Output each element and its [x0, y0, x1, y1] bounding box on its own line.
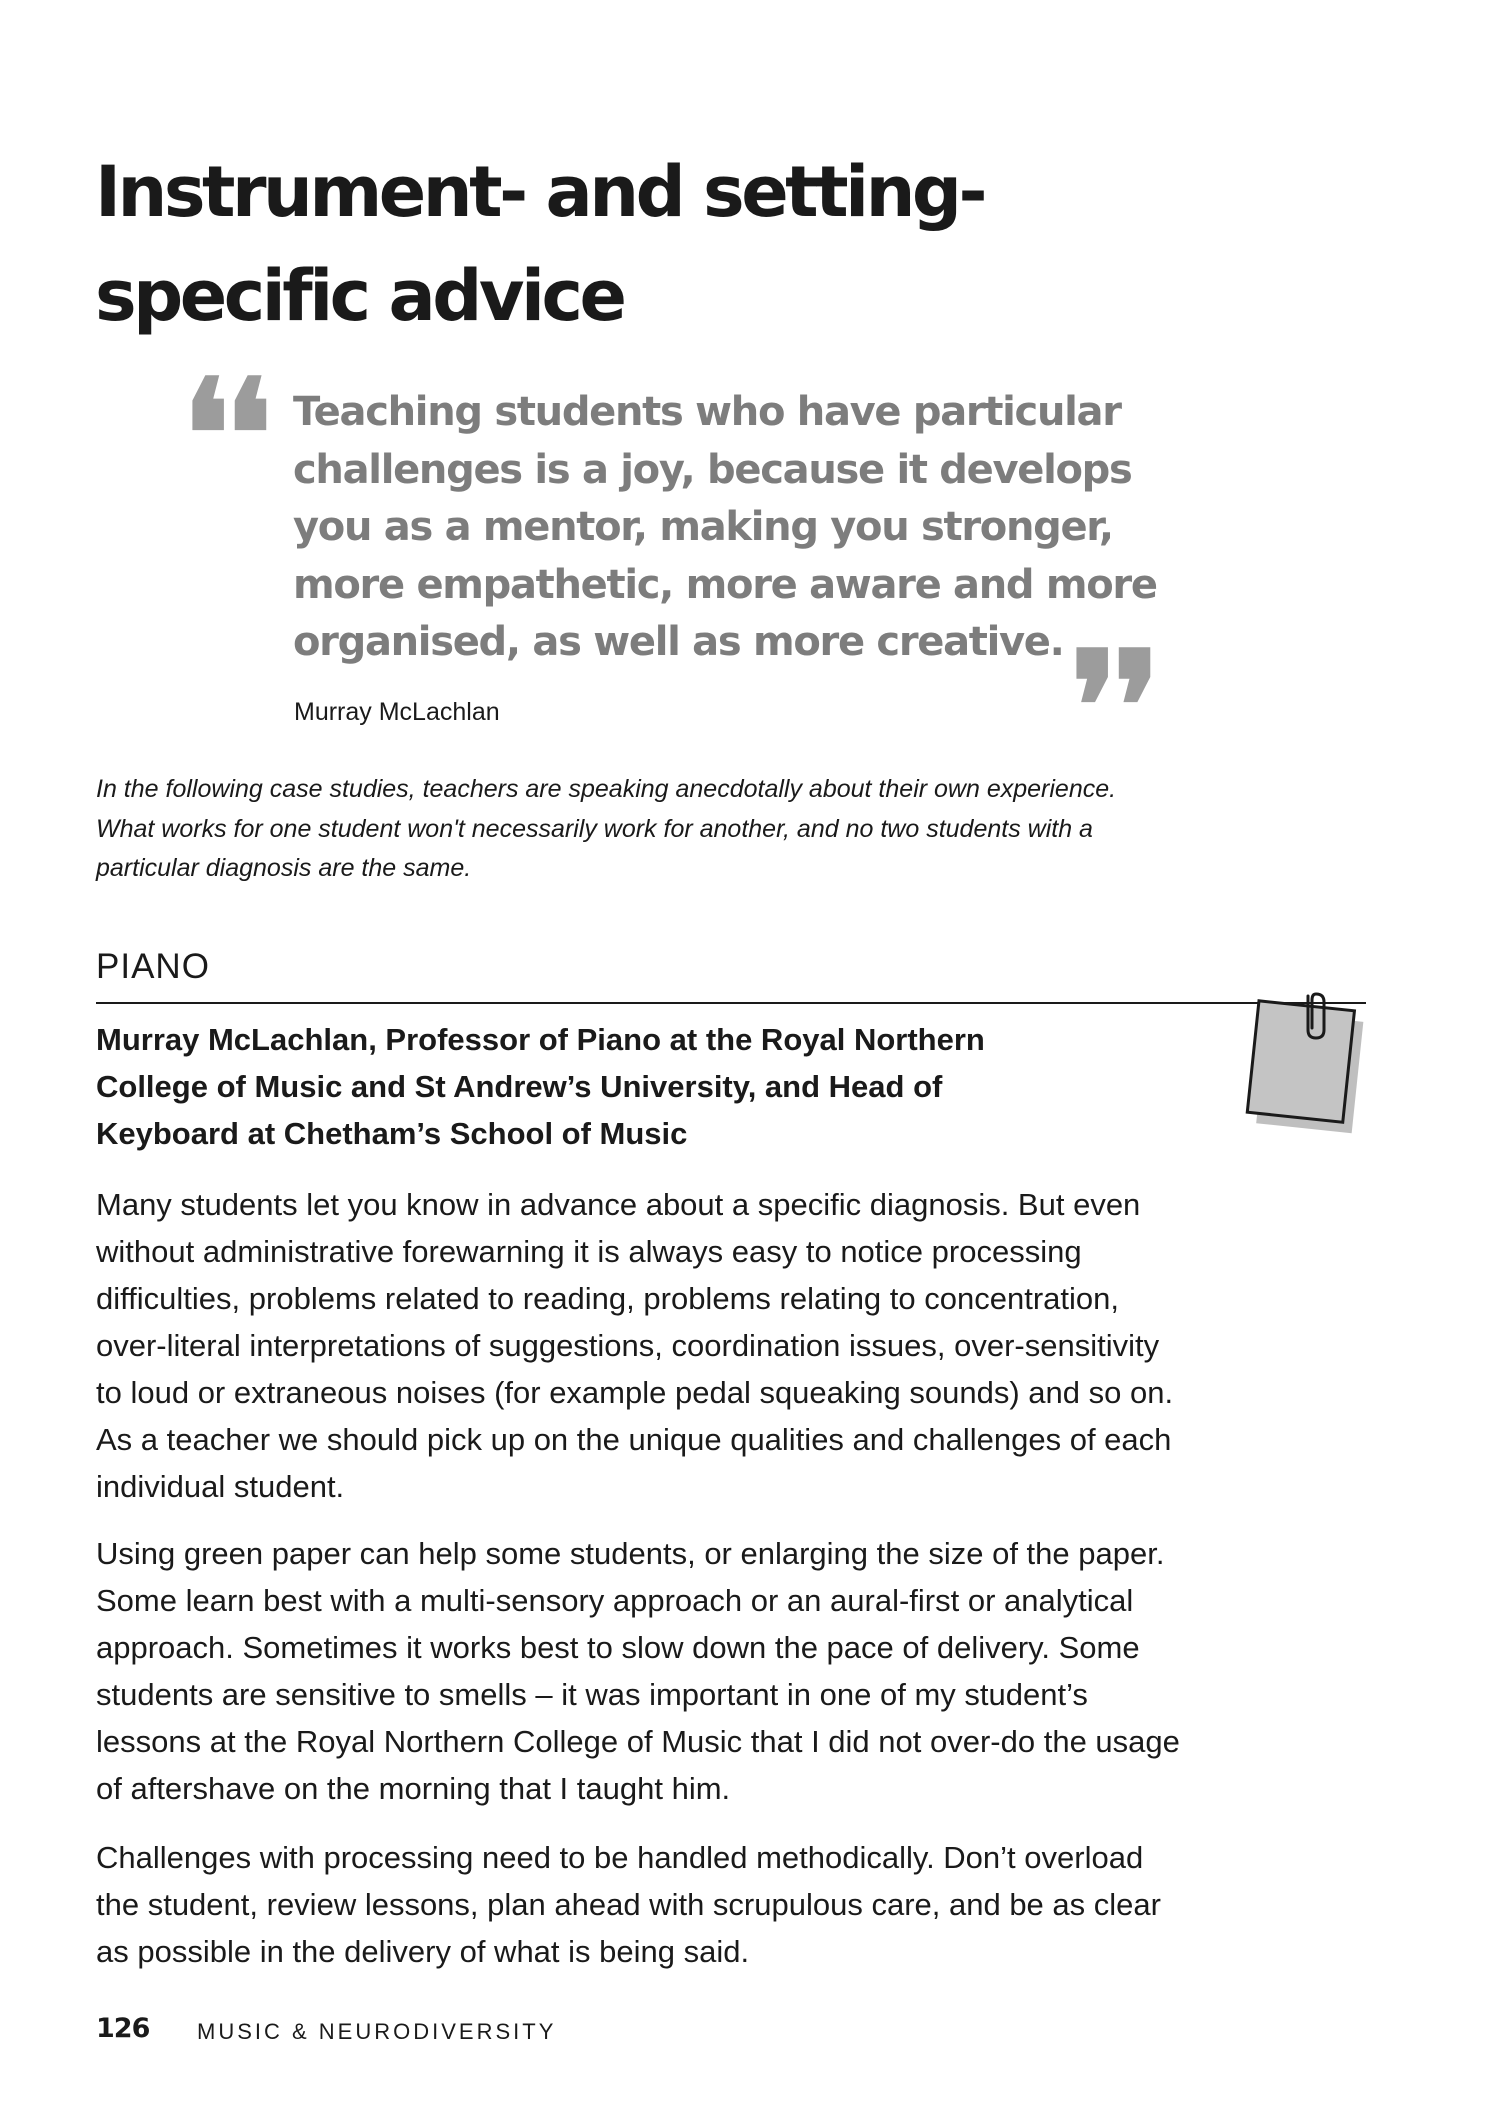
intro-line: In the following case studies, teachers are speaking anecdotally about their own experience.: [96, 775, 1117, 803]
body-paragraph: [96, 1181, 1386, 1510]
body-line: Many students let you know in advance about a specific diagnosis. But even: [96, 1187, 1141, 1222]
pull-quote: [293, 384, 1193, 672]
intro-line: particular diagnosis are the same.: [96, 854, 472, 882]
body-line: to loud or extraneous noises (for example pedal squeaking sounds) and so on.: [96, 1375, 1174, 1410]
body-line: Some learn best with a multi-sensory approach or an aural-first or analytical: [96, 1583, 1134, 1618]
intro-note: [96, 770, 1376, 889]
close-quote-icon: ❜❜: [1070, 619, 1155, 795]
contributor-byline: [96, 1016, 1146, 1157]
body-line: of aftershave on the morning that I taught him.: [96, 1771, 731, 1806]
body-line: individual student.: [96, 1469, 345, 1504]
page-title: [95, 140, 1095, 348]
body-line: the student, review lessons, plan ahead with scrupulous care, and be as clear: [96, 1887, 1161, 1922]
byline-line: College of Music and St Andrew’s University, and Head of: [96, 1069, 943, 1104]
section-divider: [96, 1002, 1366, 1004]
body-line: lessons at the Royal Northern College of Music that I did not over-do the usage: [96, 1724, 1180, 1759]
open-quote-icon: ❛❛: [182, 347, 267, 523]
body-line: without administrative forewarning it is always easy to notice processing: [96, 1234, 1082, 1269]
body-line: Challenges with processing need to be handled methodically. Don’t overload: [96, 1840, 1144, 1875]
pull-quote-line: you as a mentor, making you stronger,: [293, 504, 1113, 550]
pull-quote-line: challenges is a joy, because it develops: [293, 446, 1132, 493]
page-title-line: specific advice: [95, 255, 624, 337]
pull-quote-line: Teaching students who have particular: [293, 389, 1121, 435]
body-line: approach. Sometimes it works best to slow down the pace of delivery. Some: [96, 1630, 1140, 1665]
pull-quote-line: more empathetic, more aware and more: [293, 561, 1157, 608]
body-line: Using green paper can help some students, or enlarging the size of the paper.: [96, 1536, 1165, 1571]
body-paragraph: [96, 1834, 1386, 1975]
notepad-with-paperclip-icon: [1240, 990, 1370, 1140]
pull-quote-line: organised, as well as more creative.: [293, 619, 1064, 665]
body-line: students are sensitive to smells – it was important in one of my student’s: [96, 1677, 1088, 1712]
section-heading: PIANO: [96, 947, 210, 986]
page-number: 126: [96, 2013, 150, 2044]
byline-line: Murray McLachlan, Professor of Piano at the Royal Northern: [96, 1022, 985, 1057]
body-paragraph: [96, 1530, 1386, 1812]
body-line: As a teacher we should pick up on the unique qualities and challenges of each: [96, 1422, 1172, 1457]
body-line: over-literal interpretations of suggestions, coordination issues, over-sensitivity: [96, 1328, 1160, 1363]
running-head: MUSIC & NEURODIVERSITY: [197, 2019, 557, 2044]
byline-line: Keyboard at Chetham’s School of Music: [96, 1116, 688, 1151]
quote-attribution: Murray McLachlan: [294, 698, 500, 726]
intro-line: What works for one student won't necessarily work for another, and no two students with a: [96, 814, 1093, 843]
body-line: difficulties, problems related to reading, problems relating to concentration,: [96, 1281, 1119, 1316]
body-line: as possible in the delivery of what is being said.: [96, 1934, 750, 1969]
page-title-line: Instrument- and setting-: [95, 151, 985, 233]
